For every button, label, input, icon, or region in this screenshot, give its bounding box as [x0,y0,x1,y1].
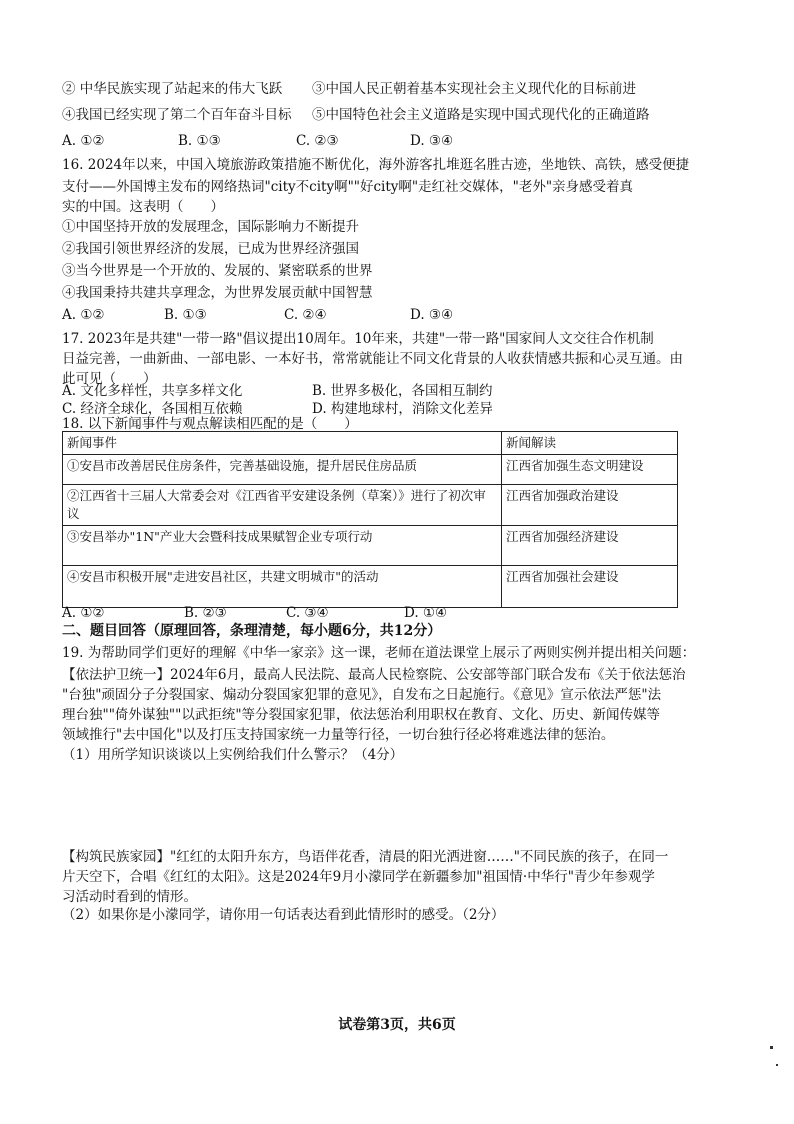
q18-stem: 18. 以下新闻事件与观点解读相匹配的是（ ） [62,416,358,432]
q16-option-d: D. ③④ [410,307,454,323]
q19-material-2-line-2: 片天空下，合唱《红红的太阳》。这是2024年9月小濛同学在新疆参加"祖国情·中华行"青少年参观学 [62,869,655,885]
q19-material-2-line-3: 习活动时看到的情形。 [62,889,197,905]
q15-option-b: B. ①③ [178,133,221,149]
table-row [63,485,678,526]
q15-option-d: D. ③④ [410,133,454,149]
q18-option-c: C. ③④ [286,605,329,621]
q18-news-table [62,431,678,608]
q16-stem-line-3: 实的中国。这表明（ ） [62,199,224,215]
q16-item-1: ①中国坚持开放的发展理念，国际影响力不断提升 [62,219,359,235]
q17-stem-line-3: 此可见（ ） [62,371,157,387]
q19-material-1-line-4: 领域推行"去中国化"以及打压支持国家统一力量等行径，一切台独行径必将难逃法律的惩治。 [62,727,615,743]
scan-speck [776,1064,778,1066]
table-row [63,566,678,608]
q15-item-2: ② 中华民族实现了站起来的伟大飞跃 [62,81,283,97]
row-event: ④安昌市积极开展"走进安昌社区，共建文明城市"的活动 [63,566,502,608]
q18-option-a: A. ①② [62,605,105,621]
q19-stem-line-1: 19. 为帮助同学们更好的理解《中华一家亲》这一课，老师在道法课堂上展示了两则实例并提出相关问题： [62,645,696,661]
q16-stem-line-1: 16. 2024年以来，中国入境旅游政策措施不断优化，海外游客扎堆逛名胜古迹，坐地铁、高铁，感受便捷 [62,157,690,173]
row-reading: 江西省加强经济建设 [502,526,678,566]
q16-item-2: ②我国引领世界经济的发展，已成为世界经济强国 [62,241,359,257]
q16-stem-line-2: 支付——外国博主发布的网络热词"city不city啊""好city啊"走红社交媒体，"老外"亲身感受着真 [62,179,634,195]
q17-stem-line-1: 17. 2023年是共建"一带一路"倡议提出10周年。10年来，共建"一带一路"国家间人文交往合作机制 [62,331,654,347]
header-event: 新闻事件 [63,432,502,455]
q18-option-b: B. ②③ [184,605,227,621]
q16-item-4: ④我国秉持共建共享理念，为世界发展贡献中国智慧 [62,285,373,301]
row-reading: 江西省加强社会建设 [502,566,678,608]
q17-option-a: A. 文化多样性，共享多样文化 [62,383,243,399]
q17-option-b: B. 世界多极化，各国相互制约 [312,383,493,399]
row-reading: 江西省加强生态文明建设 [502,455,678,485]
q19-subquestion-2: （2）如果你是小濛同学，请你用一句话表达看到此情形时的感受。（2分） [62,907,505,923]
page-footer: 试卷第3页，共6页 [338,1017,456,1033]
row-event: ③安昌举办"1N"产业大会暨科技成果赋智企业专项行动 [63,526,502,566]
scan-speck [770,1046,773,1049]
q19-material-1-line-3: 理台独""倚外谋独""以武拒统"等分裂国家犯罪，依法惩治利用职权在教育、文化、历史、新闻传媒等 [62,707,661,723]
q18-option-d: D. ①④ [404,605,448,621]
q16-option-c: C. ②④ [284,307,327,323]
q19-material-2-line-1: 【构筑民族家园】"红红的太阳升东方，鸟语伴花香，清晨的阳光洒进窗……"不同民族的孩子，在同一 [62,849,669,865]
table-row [63,455,678,485]
q15-item-4: ④我国已经实现了第二个百年奋斗目标 [62,107,292,123]
table-row [63,526,678,566]
q19-subquestion-1: （1）用所学知识谈谈以上实例给我们什么警示？（4分） [62,747,404,763]
table-header-row [63,432,678,455]
section-2-heading: 二、题目回答（原理回答，条理清楚，每小题6分，共12分） [62,623,442,639]
q16-option-a: A. ①② [62,307,105,323]
q17-stem-line-2: 日益完善，一曲新曲、一部电影、一本好书，常常就能让不同文化背景的人收获情感共振和心灵互通。由 [62,351,683,367]
q17-option-d: D. 构建地球村，消除文化差异 [312,401,493,417]
q16-item-3: ③当今世界是一个开放的、发展的、紧密联系的世界 [62,263,373,279]
row-event: ①安昌市改善居民住房条件，完善基础设施，提升居民住房品质 [63,455,502,485]
q16-option-b: B. ①③ [164,307,207,323]
q15-item-3: ③中国人民正朝着基本实现社会主义现代化的目标前进 [312,81,636,97]
q15-option-c: C. ②③ [296,133,339,149]
row-event: ②江西省十三届人大常委会对《江西省平安建设条例（草案）》进行了初次审议 [63,485,502,526]
header-reading: 新闻解读 [502,432,678,455]
q15-option-a: A. ①② [62,133,105,149]
q19-material-1-line-2: "台独"顽固分子分裂国家、煽动分裂国家犯罪的意见》，自发布之日起施行。《意见》宣示依法严惩"法 [62,687,662,703]
q17-option-c: C. 经济全球化，各国相互依赖 [62,401,243,417]
q19-material-1-line-1: 【依法护卫统一】2024年6月，最高人民法院、最高人民检察院、公安部等部门联合发布《关于依法惩治 [62,667,686,683]
row-reading: 江西省加强政治建设 [502,485,678,526]
q15-item-5: ⑤中国特色社会主义道路是实现中国式现代化的正确道路 [312,107,650,123]
